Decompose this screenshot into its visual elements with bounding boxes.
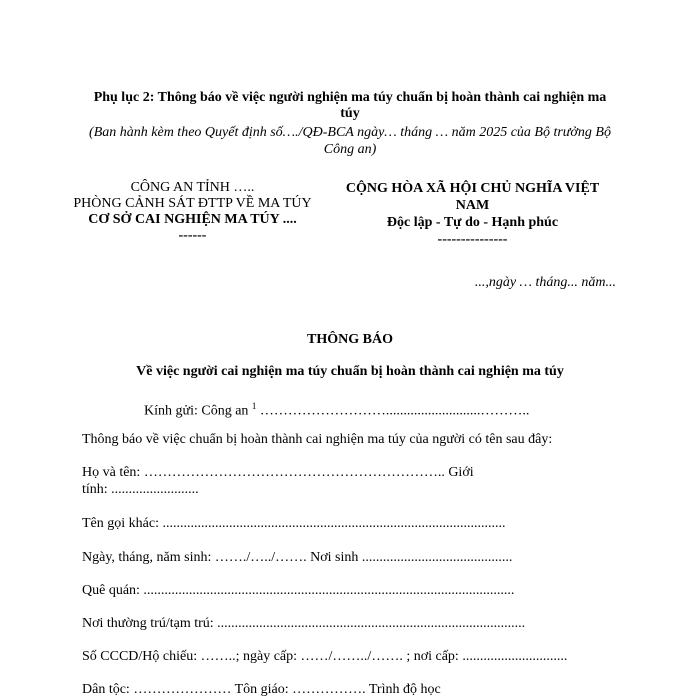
issuing-agency-header	[60, 180, 325, 244]
field-hometown: Quê quán: ..........................................................................................................	[82, 583, 515, 598]
field-alias: Tên gọi khác: ..................................................................................................	[82, 516, 506, 531]
agency-divider: ------	[178, 228, 207, 243]
national-motto: Độc lập - Tự do - Hạnh phúc	[386, 215, 559, 230]
recipient-dots: ………………………...........................………..	[256, 403, 530, 419]
national-header	[330, 180, 615, 248]
date-line: ...,ngày … tháng... năm...	[474, 275, 616, 290]
intro-text: Thông báo về việc chuẩn bị hoàn thành cai nghiện ma túy của người có tên sau đây:	[82, 432, 553, 447]
national-divider: ---------------	[437, 232, 508, 247]
agency-province: CÔNG AN TỈNH …..	[130, 180, 255, 195]
appendix-title: Phụ lục 2: Thông báo về việc người nghiện ma túy chuẩn bị hoàn thành cai nghiện ma túy	[93, 90, 607, 121]
field-gender: tính: .........................	[82, 482, 199, 497]
footnote-marker: 1	[251, 401, 257, 411]
field-residence: Nơi thường trú/tạm trú: ........................................................................................	[82, 616, 526, 631]
agency-facility: CƠ SỞ CAI NGHIỆN MA TÚY ....	[88, 212, 297, 227]
field-ethnic-religion: Dân tộc: ………………… Tôn giáo: ……………. Trình độ học	[82, 682, 441, 697]
notice-heading: THÔNG BÁO	[307, 332, 393, 347]
appendix-subtitle: (Ban hành kèm theo Quyết định số…./QĐ-BCA ngày… tháng … năm 2025 của Bộ trưởng Bộ Công an)	[89, 125, 611, 157]
national-title: CỘNG HÒA XÃ HỘI CHỦ NGHĨA VIỆT NAM	[345, 181, 600, 213]
agency-department: PHÒNG CẢNH SÁT ĐTTP VỀ MA TÚY	[73, 196, 312, 211]
recipient-line	[144, 398, 529, 420]
field-name: Họ và tên: ……………………………………………………….. Giới	[82, 465, 474, 480]
field-birth: Ngày, tháng, năm sinh: ……./…../……. Nơi sinh ...........................................	[82, 550, 513, 565]
recipient-label: Kính gửi: Công an	[144, 403, 249, 419]
field-id: Số CCCD/Hộ chiếu: ……..; ngày cấp: ……/……../……. ; nơi cấp: ..............................	[82, 649, 568, 664]
notice-subject: Về việc người cai nghiện ma túy chuẩn bị hoàn thành cai nghiện ma túy	[136, 364, 564, 379]
